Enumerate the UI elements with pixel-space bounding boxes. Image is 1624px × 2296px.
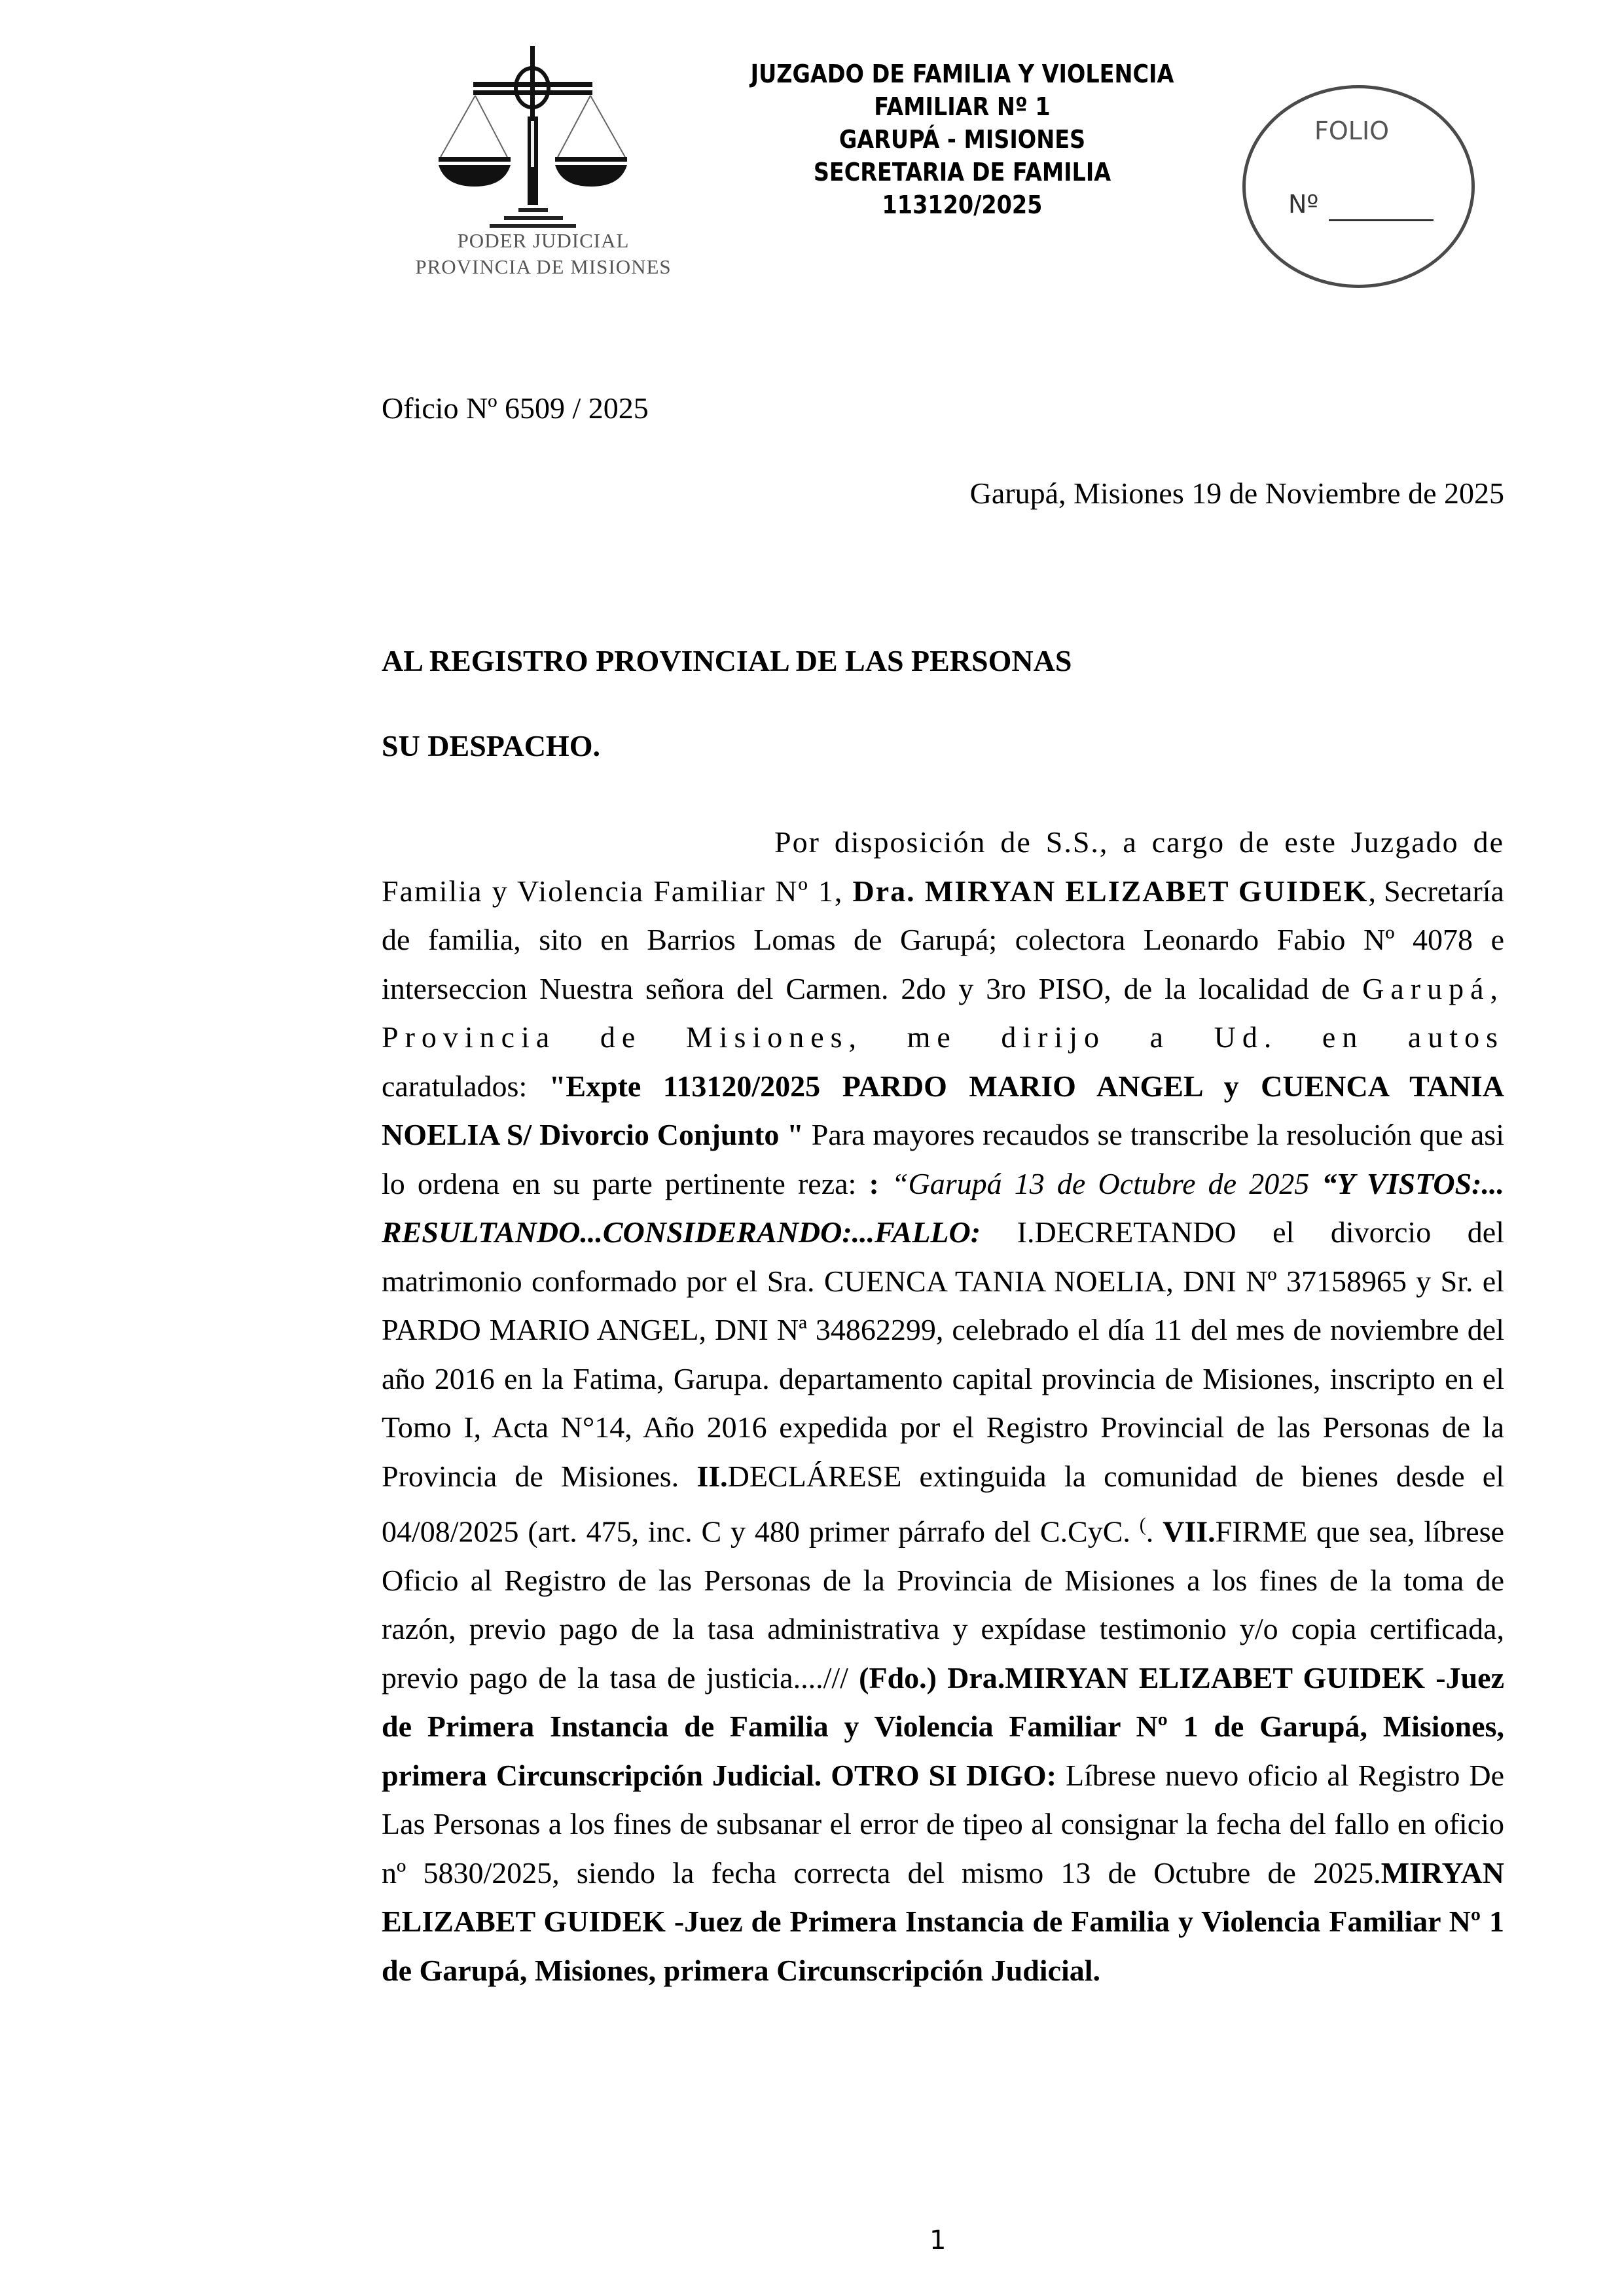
body-text: , Secretaría de familia, sito en Barrios Lomas de Garupá; colectora Leonardo Fabio Nº 4078 e interseccion Nuestra señora del Carmen. 2do y 3ro PISO, de la localidad de [382,874,1504,1005]
oficio-number: Oficio Nº 6509 / 2025 [382,391,649,425]
su-despacho: SU DESPACHO. [382,729,600,762]
court-header [709,58,1216,221]
recipient: AL REGISTRO PROVINCIAL DE LAS PERSONAS [382,644,1072,677]
court-header-line: FAMILIAR Nº 1 [874,92,1051,121]
body-text: Para mayores recaudos se transcribe la resolución que asi lo ordena en su parte pertinente reza: [382,1118,1504,1200]
court-logo [406,39,681,288]
closing-signature: MIRYAN ELIZABET GUIDEK -Juez de Primera Instancia de Familia y Violencia Familiar Nº 1 de Garupá, Misiones, primera Circunscripción Judicial. [382,1856,1504,1987]
body-text: Por disposición de S.S., a cargo de este Juzgado de Familia y Violencia Familiar Nº 1, [382,825,1504,908]
folio-stamp [1242,85,1475,288]
court-header-line: JUZGADO DE FAMILIA Y VIOLENCIA [750,60,1174,88]
resolution-sections: “Y VISTOS:... RESULTANDO...CONSIDERANDO:...FALLO: [382,1166,1504,1249]
folio-number-blank [1329,219,1434,221]
body-text: I.DECRETANDO el divorcio del matrimonio conformado por el Sra. CUENCA TANIA NOELIA, DNI Nº 37158965 y Sr. el PARDO MARIO ANGEL, DNI Nª 34862299, celebrado el día 11 del mes de noviembre del año 2016 en la Fatima, Garupa. departamento capital provincia de Misiones, inscripto en el Tomo I, Acta N°14, Año 2016 expedida por el Registro Provincial de las Personas de la Provincia de Misiones. [382,1215,1504,1493]
logo-text-provincia: PROVINCIA DE MISIONES [415,255,672,278]
place-date: Garupá, Misiones 19 de Noviembre de 2025 [969,476,1504,510]
body-text: . [1146,1515,1163,1549]
page-number: 1 [929,2225,947,2255]
body-text: DECLÁRESE extinguida la comunidad de bienes desde el 04/08/2025 (art. 475, inc. C y 480 primer párrafo del C.CyC. [382,1459,1504,1549]
logo-text-poder-judicial: PODER JUDICIAL [457,229,630,252]
case-title: "Expte 113120/2025 PARDO MARIO ANGEL y CUENCA TANIA NOELIA S/ Divorcio Conjunto " [382,1069,1504,1151]
folio-circle [1242,85,1475,288]
body-text: caratulados: [382,1069,549,1103]
folio-title: FOLIO [1314,117,1390,145]
court-header-line: GARUPÁ - MISIONES [839,125,1086,154]
body-text: Líbrese nuevo oficio al Registro De Las Personas a los fines de subsanar el error de tipeo al consignar la fecha del fallo en oficio nº 5830/2025, siendo la fecha correcta del mismo 13 de Octubre de 2025. [382,1758,1504,1890]
body-text: Garupá, Provincia de Misiones, me dirijo a Ud. en autos [382,971,1504,1054]
body-paragraph [382,818,1504,1995]
body-text: FIRME que sea, líbrese Oficio al Registro de las Personas de la Provincia de Misiones a los fines de la toma de razón, previo pago de la tasa administrativa y expídase testimonio y/o copia certificada, previo pago de la tasa de justicia..../// [382,1515,1505,1695]
body-text: : [869,1166,892,1200]
signature-block: (Fdo.) Dra.MIRYAN ELIZABET GUIDEK -Juez de Primera Instancia de Familia y Violencia Familiar Nº 1 de Garupá, Misiones, primera Circunscripción Judicial. OTRO SI DIGO: [382,1660,1504,1792]
section-number: VII. [1163,1515,1216,1549]
court-header-line: 113120/2025 [882,190,1043,219]
resolution-date: “Garupá 13 de Octubre de 2025 [891,1166,1322,1200]
stray-mark: ( [1139,1514,1146,1535]
court-header-line: SECRETARIA DE FAMILIA [813,158,1111,187]
section-number: II. [696,1459,728,1493]
folio-number-label: Nº [1288,190,1319,219]
judge-name: Dra. MIRYAN ELIZABET GUIDEK [852,874,1369,908]
scales-of-justice-icon [406,39,681,229]
